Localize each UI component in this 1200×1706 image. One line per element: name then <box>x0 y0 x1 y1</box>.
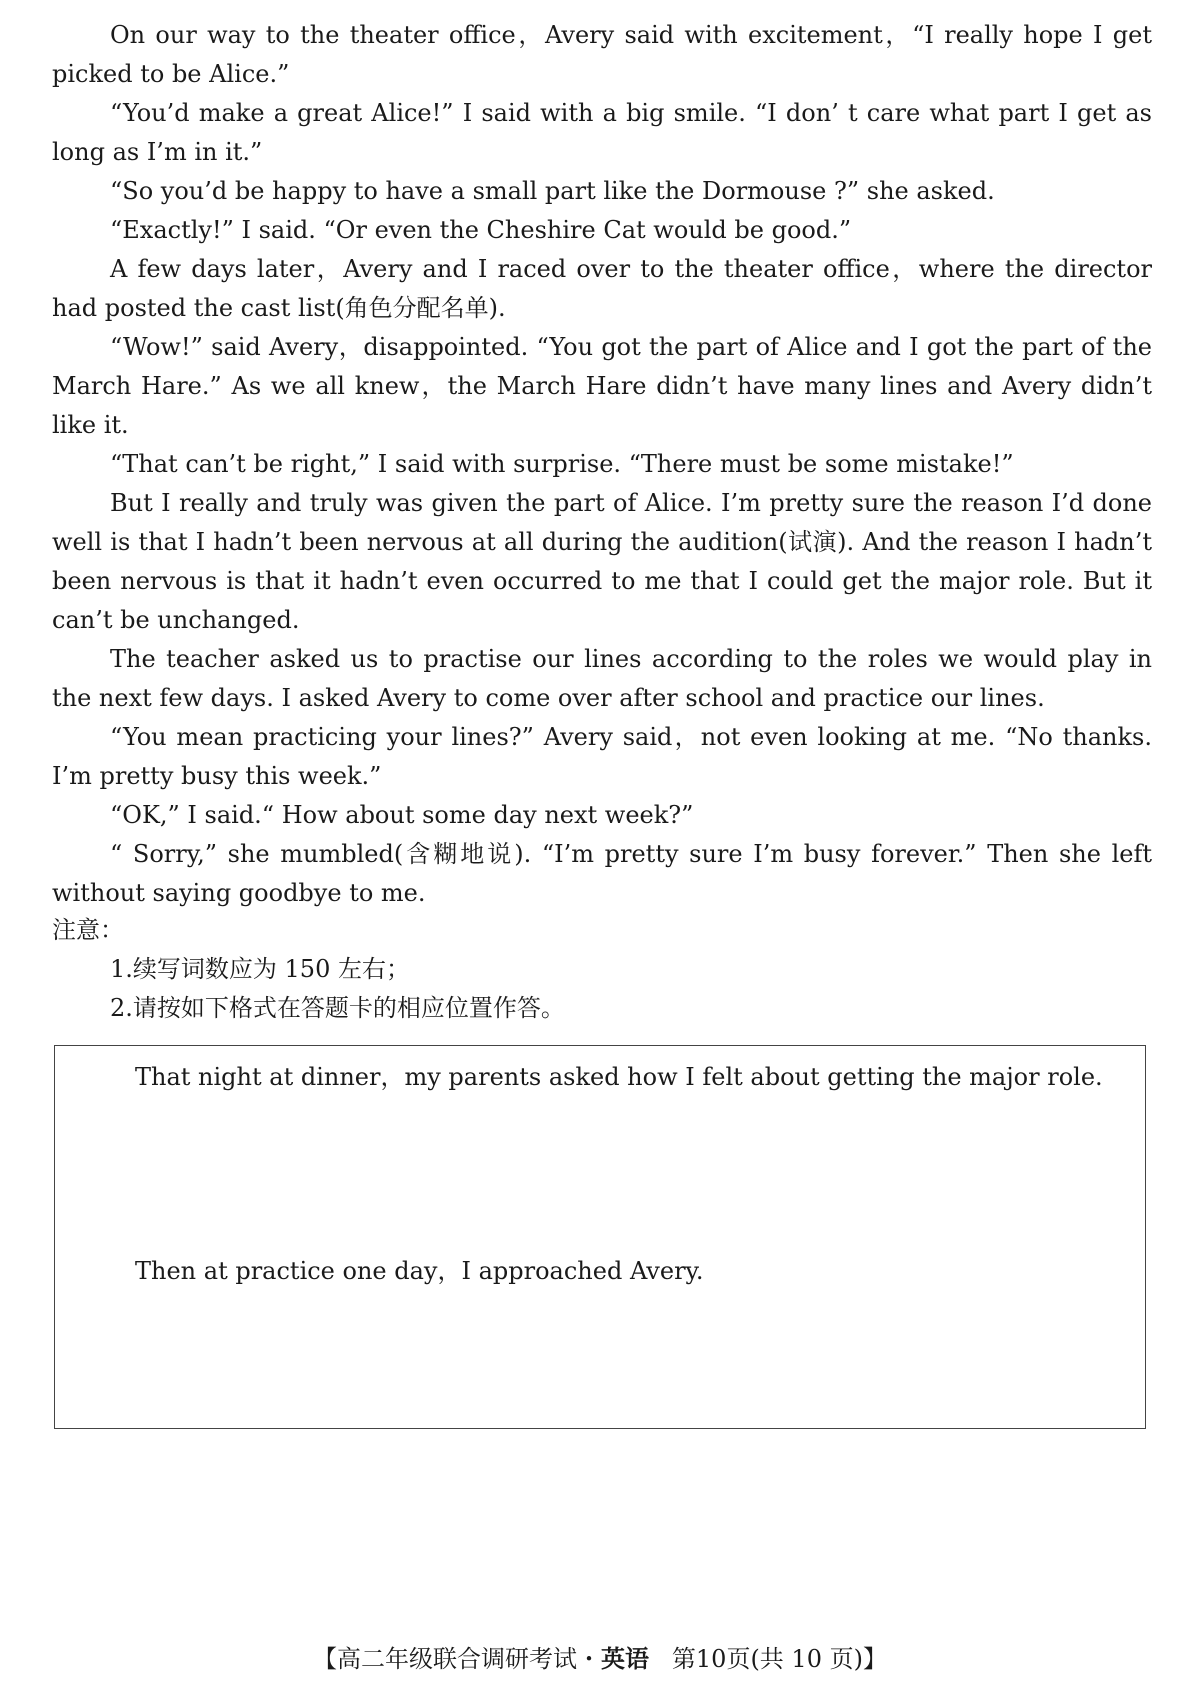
story-paragraph: “OK,” I said.“ How about some day next week?” <box>110 801 694 829</box>
footer-close-bracket: 】 <box>862 1645 887 1673</box>
notes-section <box>52 911 1152 1028</box>
page-footer <box>0 1642 1200 1676</box>
note-item: 2.请按如下格式在答题卡的相应位置作答。 <box>110 994 565 1022</box>
continuation-starter-2: Then at practice one day，I approached Avery. <box>135 1257 704 1285</box>
story-paragraph: “ Sorry,” she mumbled(含糊地说). “I’m pretty sure I’m busy forever.” Then she left without saying goodbye to me. <box>52 840 1152 907</box>
notes-title: 注意： <box>52 916 124 944</box>
story-paragraph: On our way to the theater office，Avery said with excitement，“I really hope I get picked to be Alice.” <box>52 21 1152 88</box>
continuation-starter-1: That night at dinner，my parents asked how I felt about getting the major role. <box>135 1063 1103 1091</box>
story-paragraph: “You mean practicing your lines?” Avery said，not even looking at me. “No thanks. I’m pretty busy this week.” <box>52 723 1152 790</box>
story-paragraph: “So you’d be happy to have a small part like the Dormouse ?” she asked. <box>110 177 995 205</box>
story-paragraph: “You’d make a great Alice!” I said with a big smile. “I don’ t care what part I get as long as I’m in it.” <box>52 99 1152 166</box>
footer-open-bracket: 【 <box>313 1645 338 1673</box>
answer-box <box>54 1045 1146 1429</box>
footer-subject: 英语 <box>601 1644 650 1673</box>
footer-page-info: 第10页(共 10 页) <box>671 1645 863 1673</box>
story-paragraph: “That can’t be right,” I said with surprise. “There must be some mistake!” <box>110 450 1014 478</box>
story-paragraph: “Exactly!” I said. “Or even the Cheshire Cat would be good.” <box>110 216 852 244</box>
story-paragraph: The teacher asked us to practise our lines according to the roles we would play in the next few days. I asked Avery to come over after school and practice our lines. <box>52 645 1152 712</box>
footer-exam-name: 高二年级联合调研考试・ <box>337 1645 602 1673</box>
story-paragraph: A few days later，Avery and I raced over to the theater office，where the director had posted the cast list(角色分配名单). <box>52 255 1152 322</box>
story-passage <box>52 16 1152 913</box>
note-item: 1.续写词数应为 150 左右； <box>110 955 410 983</box>
story-paragraph: But I really and truly was given the part of Alice. I’m pretty sure the reason I’d done well is that I hadn’t been nervous at all during the audition(试演). And the reason I hadn’t been nervous is that it hadn’t even occurred to me that I could get the major role. But it can’t be unchanged. <box>52 489 1152 634</box>
story-paragraph: “Wow!” said Avery，disappointed. “You got the part of Alice and I got the part of the March Hare.” As we all knew，the March Hare didn’t have many lines and Avery didn’t like it. <box>52 333 1152 439</box>
